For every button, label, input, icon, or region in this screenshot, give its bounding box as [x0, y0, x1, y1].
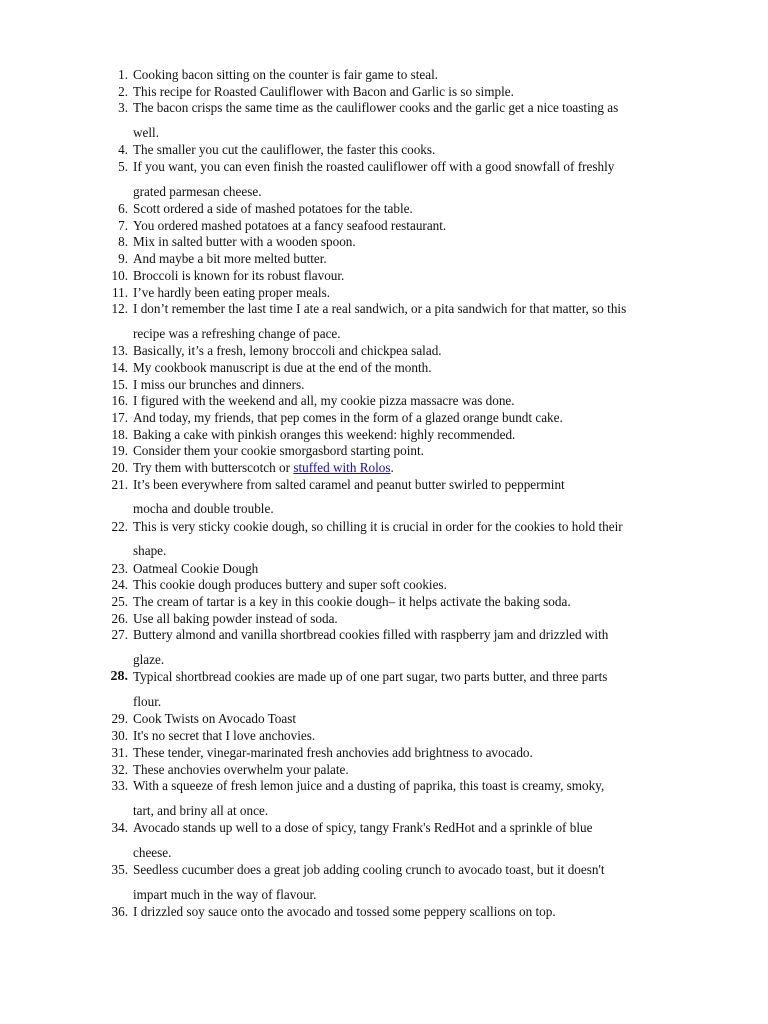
- list-item-text: [133, 218, 724, 235]
- numbered-list: [94, 67, 724, 921]
- list-item-number: 22.: [111, 518, 128, 534]
- list-item-number: 25.: [111, 594, 128, 610]
- list-item-line: It’s been everywhere from salted caramel and peanut butter swirled to peppermint: [133, 476, 565, 492]
- list-item-continuation-line: mocha and double trouble.: [133, 501, 274, 517]
- list-item: [94, 84, 724, 101]
- list-item: [94, 360, 724, 377]
- list-item-line: I miss our brunches and dinners.: [133, 376, 305, 392]
- list-item-line: The bacon crisps the same time as the cauliflower cooks and the garlic get a nice toasting as: [133, 100, 619, 116]
- list-item-line: The cream of tartar is a key in this cookie dough– it helps activate the baking soda.: [133, 594, 571, 610]
- list-item-continuation-line: impart much in the way of flavour.: [133, 886, 317, 902]
- list-item-line: Buttery almond and vanilla shortbread cookies filled with raspberry jam and drizzled with: [133, 627, 609, 643]
- list-item-text: [133, 577, 724, 594]
- list-item-number: 31.: [111, 744, 128, 760]
- list-item: [94, 519, 724, 561]
- list-item: [94, 627, 724, 669]
- list-item-number: 9.: [118, 251, 128, 267]
- list-item-number: 17.: [111, 409, 128, 425]
- list-item-line: Scott ordered a side of mashed potatoes for the table.: [133, 201, 413, 217]
- list-item-line: Typical shortbread cookies are made up of one part sugar, two parts butter, and three parts: [133, 669, 608, 685]
- list-item-text: [133, 410, 724, 427]
- list-item-text: [133, 159, 724, 200]
- list-item-number: 20.: [111, 460, 128, 475]
- list-item-number: 13.: [111, 343, 128, 359]
- list-item: [94, 594, 724, 611]
- list-item-text: [133, 443, 724, 460]
- list-item-continuation-line: glaze.: [133, 652, 165, 668]
- list-item-text: [133, 201, 724, 218]
- list-item-text: [133, 251, 724, 268]
- list-item-line: I’ve hardly been eating proper meals.: [133, 284, 330, 300]
- list-item-line: This cookie dough produces buttery and super soft cookies.: [133, 577, 447, 593]
- list-item-text: [133, 711, 724, 728]
- list-item: [94, 268, 724, 285]
- list-item: [94, 201, 724, 218]
- list-item-number: 23.: [111, 560, 128, 576]
- list-item-text: [133, 627, 724, 668]
- list-item-number: 2.: [118, 83, 128, 99]
- list-item-number: 4.: [118, 142, 128, 158]
- list-item: [94, 218, 724, 235]
- list-item: [94, 711, 724, 728]
- list-item-line: Seedless cucumber does a great job adding cooling crunch to avocado toast, but it doesn't: [133, 862, 605, 878]
- list-item-text: [133, 862, 724, 903]
- list-item-number: 11.: [112, 284, 128, 300]
- list-item-continuation-line: well.: [133, 125, 160, 141]
- list-item: [94, 427, 724, 444]
- list-item-text: [133, 343, 724, 360]
- list-item: [94, 669, 724, 711]
- list-item: [94, 820, 724, 862]
- list-item-line: Consider them your cookie smorgasbord starting point.: [133, 443, 424, 459]
- list-item-text: [133, 820, 724, 861]
- list-item-number: 21.: [111, 476, 128, 492]
- stuffed-with-rolos-link[interactable]: stuffed with Rolos: [293, 460, 391, 475]
- list-item-text: [133, 100, 724, 141]
- list-item: [94, 460, 724, 477]
- list-item-text: [133, 477, 724, 518]
- list-item-number: 32.: [111, 761, 128, 777]
- list-item-number: 15.: [111, 376, 128, 392]
- list-item-number: 30.: [111, 728, 128, 744]
- list-item-number: 12.: [111, 301, 128, 317]
- list-item-number: 6.: [118, 201, 128, 217]
- list-item-continuation-line: cheese.: [133, 844, 172, 860]
- list-item-text: [133, 519, 724, 560]
- list-item-text: [133, 285, 724, 302]
- list-item-number: 29.: [111, 711, 128, 727]
- list-item-line: You ordered mashed potatoes at a fancy seafood restaurant.: [133, 217, 447, 233]
- list-item-text: [133, 594, 724, 611]
- list-item-number: 1.: [118, 67, 128, 82]
- list-item-number: 18.: [111, 426, 128, 442]
- list-item: [94, 343, 724, 360]
- list-item: [94, 728, 724, 745]
- list-item-text: [133, 778, 724, 819]
- list-item-text: [133, 377, 724, 394]
- list-item-text: [133, 360, 724, 377]
- list-item-number: 14.: [111, 359, 128, 375]
- list-item: [94, 100, 724, 142]
- list-item-line: And maybe a bit more melted butter.: [133, 251, 327, 267]
- list-item-text-suffix: .: [390, 460, 394, 475]
- list-item-text: [133, 669, 724, 710]
- list-item-number: 3.: [118, 100, 128, 116]
- list-item-number: 34.: [111, 820, 128, 836]
- list-item: [94, 285, 724, 302]
- list-item: [94, 862, 724, 904]
- list-item-continuation-line: flour.: [133, 694, 162, 710]
- list-item-text: [133, 460, 394, 475]
- list-item-line: With a squeeze of fresh lemon juice and a dusting of paprika, this toast is creamy, smoky,: [133, 778, 605, 794]
- list-item-number: 10.: [111, 267, 128, 283]
- list-item-number: 36.: [111, 904, 128, 920]
- list-item-line: Cooking bacon sitting on the counter is fair game to steal.: [133, 67, 439, 82]
- list-item-number: 27.: [111, 627, 128, 643]
- list-item-line: This is very sticky cookie dough, so chilling it is crucial in order for the cookies to hold their: [133, 518, 623, 534]
- list-item-text: [133, 142, 724, 159]
- list-item-line: Oatmeal Cookie Dough: [133, 560, 259, 576]
- list-item-line: These anchovies overwhelm your palate.: [133, 761, 349, 777]
- list-item: [94, 251, 724, 268]
- list-item-line: I drizzled soy sauce onto the avocado and tossed some peppery scallions on top.: [133, 904, 556, 920]
- list-item-text: [133, 84, 724, 101]
- list-item-line: Use all baking powder instead of soda.: [133, 610, 338, 626]
- list-item-text: [133, 393, 724, 410]
- list-item-line: Mix in salted butter with a wooden spoon.: [133, 234, 356, 250]
- list-item: [94, 577, 724, 594]
- list-item-number: 24.: [111, 577, 128, 593]
- list-item: [94, 762, 724, 779]
- list-item: [94, 477, 724, 519]
- list-item-line: This recipe for Roasted Cauliflower with Bacon and Garlic is so simple.: [133, 83, 514, 99]
- list-item-line: And today, my friends, that pep comes in the form of a glazed orange bundt cake.: [133, 409, 563, 425]
- list-item-number: 26.: [111, 610, 128, 626]
- list-item-line: These tender, vinegar-marinated fresh anchovies add brightness to avocado.: [133, 744, 533, 760]
- list-item-number: 35.: [111, 862, 128, 878]
- list-item: [94, 234, 724, 251]
- list-item-text: [133, 301, 724, 342]
- list-item-number: 7.: [118, 217, 128, 233]
- list-item: [94, 561, 724, 578]
- list-item-text: [133, 268, 724, 285]
- list-item-text: [133, 728, 724, 745]
- list-item: [94, 377, 724, 394]
- list-item-line: It's no secret that I love anchovies.: [133, 728, 316, 744]
- list-item: [94, 301, 724, 343]
- list-item-number: 28.: [110, 669, 128, 685]
- list-item-text: [133, 745, 724, 762]
- list-item-continuation-line: recipe was a refreshing change of pace.: [133, 325, 341, 341]
- list-item-line: If you want, you can even finish the roasted cauliflower off with a good snowfall of freshly: [133, 159, 615, 175]
- list-item: [94, 778, 724, 820]
- list-item: [94, 410, 724, 427]
- list-item-text: [133, 611, 724, 628]
- list-item: [94, 142, 724, 159]
- list-item-line: Baking a cake with pinkish oranges this weekend: highly recommended.: [133, 426, 516, 442]
- list-item-line: I figured with the weekend and all, my cookie pizza massacre was done.: [133, 393, 515, 409]
- list-item-number: 16.: [111, 393, 128, 409]
- list-item: [94, 611, 724, 628]
- list-item-line: Avocado stands up well to a dose of spicy, tangy Frank's RedHot and a sprinkle of blue: [133, 820, 593, 836]
- list-item-number: 19.: [111, 443, 128, 459]
- list-item: [94, 443, 724, 460]
- list-item-text: [133, 762, 724, 779]
- list-item-text: [133, 67, 724, 84]
- list-item-continuation-line: tart, and briny all at once.: [133, 802, 269, 818]
- list-item-number: 33.: [111, 778, 128, 794]
- list-item-continuation-line: grated parmesan cheese.: [133, 183, 262, 199]
- list-item-line: Cook Twists on Avocado Toast: [133, 711, 296, 727]
- list-item-line: I don’t remember the last time I ate a real sandwich, or a pita sandwich for that matter, so this: [133, 301, 627, 317]
- list-item-continuation-line: shape.: [133, 543, 167, 559]
- list-item-number: 8.: [118, 234, 128, 250]
- list-item-line: The smaller you cut the cauliflower, the faster this cooks.: [133, 142, 436, 158]
- list-item-line: Broccoli is known for its robust flavour.: [133, 267, 345, 283]
- list-item-line: Basically, it’s a fresh, lemony broccoli and chickpea salad.: [133, 343, 442, 359]
- list-item-text: [133, 561, 724, 578]
- list-item: [94, 904, 724, 921]
- list-item-text: [133, 234, 724, 251]
- list-item-text-prefix: Try them with butterscotch or: [133, 460, 294, 475]
- list-item: [94, 159, 724, 201]
- list-item-text: [133, 427, 724, 444]
- list-item: [94, 745, 724, 762]
- list-item-number: 5.: [118, 159, 128, 175]
- list-item: [94, 67, 724, 84]
- list-item-text: [133, 904, 724, 921]
- list-item-line: My cookbook manuscript is due at the end of the month.: [133, 359, 432, 375]
- list-item: [94, 393, 724, 410]
